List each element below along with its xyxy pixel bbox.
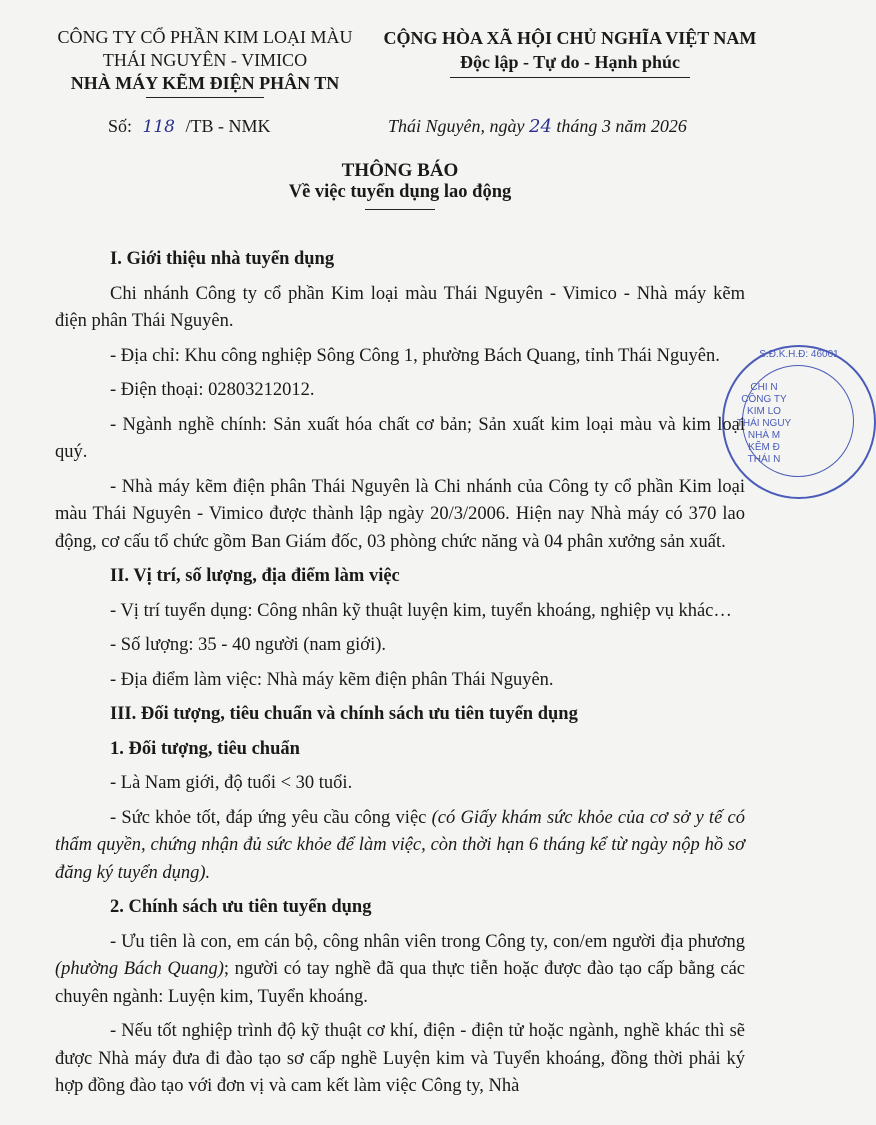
section-2-heading: II. Vị trí, số lượng, địa điểm làm việc bbox=[110, 566, 400, 586]
stamp-rim-text: S.Đ.K.H.Đ: 46001 bbox=[759, 349, 839, 360]
organization-header bbox=[40, 26, 370, 98]
national-header bbox=[360, 26, 780, 78]
section-3-2-training: - Nếu tốt nghiệp trình độ kỹ thuật cơ khí, điện - điện tử hoặc ngành, nghề khác thì sẽ được Nhà máy đưa đi đào tạo sơ cấp nghề Luyện kim và Tuyển khoáng, đồng thời phải ký hợp đồng đào tạo với đơn vị và cam kết làm việc Công ty, Nhà bbox=[55, 1021, 745, 1096]
section-3-1-gender-age: - Là Nam giới, độ tuổi < 30 tuổi. bbox=[110, 773, 353, 793]
doc-number-handwritten: 118 bbox=[142, 117, 175, 137]
section-1-heading: I. Giới thiệu nhà tuyển dụng bbox=[110, 249, 335, 269]
stamp-center-text: CHI N CÔNG TY KIM LO THÁI NGUY NHÀ M KẼM Đ THÁI N bbox=[736, 382, 792, 465]
subtitle-underline bbox=[365, 209, 435, 210]
section-1-phone: - Điện thoại: 02803212012. bbox=[110, 380, 315, 400]
section-1-description: - Nhà máy kẽm điện phân Thái Nguyên là Chi nhánh của Công ty cổ phần Kim loại màu Thái Nguyên - Vimico được thành lập ngày 20/3/2006. Hiện nay Nhà máy có 370 lao động, cơ cấu tổ chức gồm Ban Giám đốc, 03 phòng chức năng và 04 phân xưởng sản xuất. bbox=[55, 476, 745, 552]
document-subtitle-block bbox=[0, 182, 800, 210]
national-title: CỘNG HÒA XÃ HỘI CHỦ NGHĨA VIỆT NAM bbox=[383, 28, 757, 48]
section-3-heading: III. Đối tượng, tiêu chuẩn và chính sách ưu tiên tuyển dụng bbox=[110, 704, 578, 724]
header-underline-right bbox=[450, 77, 690, 78]
health-note: (có Giấy khám sức khỏe của cơ sở y tế có thẩm quyền, chứng nhận đủ sức khỏe để làm việc, còn thời hạn 6 tháng kể từ ngày nộp hồ sơ đăng ký tuyển dụng). bbox=[55, 807, 745, 883]
doc-number-label: Số: bbox=[108, 116, 133, 136]
company-seal-stamp bbox=[722, 345, 876, 499]
priority-text-ward: (phường Bách Quang) bbox=[55, 959, 224, 979]
document-title: THÔNG BÁO bbox=[341, 160, 459, 181]
doc-number-suffix: /TB - NMK bbox=[185, 116, 271, 136]
section-2-quantity: - Số lượng: 35 - 40 người (nam giới). bbox=[110, 635, 387, 655]
company-name: CÔNG TY CỔ PHẦN KIM LOẠI MÀU bbox=[57, 27, 353, 47]
document-date bbox=[388, 116, 687, 137]
section-3-2-heading: 2. Chính sách ưu tiên tuyển dụng bbox=[110, 897, 372, 917]
priority-text-a: - Ưu tiên là con, em cán bộ, công nhân viên trong Công ty, con/em người địa phương bbox=[110, 931, 745, 952]
section-3-1-health bbox=[55, 805, 745, 888]
document-number bbox=[108, 116, 270, 137]
health-text: - Sức khỏe tốt, đáp ứng yêu cầu công việc bbox=[110, 807, 432, 828]
date-prefix: Thái Nguyên, ngày bbox=[388, 116, 525, 136]
priority-text-c: ; người có tay nghề đã qua thực tiễn hoặc được đào tạo cấp bằng các chuyên ngành: Luyện kim, Tuyển khoáng. bbox=[55, 959, 745, 1007]
date-suffix: tháng 3 năm 2026 bbox=[556, 116, 687, 136]
section-1-address: - Địa chỉ: Khu công nghiệp Sông Công 1, phường Bách Quang, tỉnh Thái Nguyên. bbox=[110, 345, 720, 366]
national-motto: Độc lập - Tự do - Hạnh phúc bbox=[459, 52, 681, 72]
section-3-2-priority bbox=[55, 929, 745, 1012]
header-underline-left bbox=[146, 97, 264, 98]
date-day-handwritten: 24 bbox=[529, 116, 552, 137]
document-subtitle: Về việc tuyển dụng lao động bbox=[288, 182, 512, 202]
section-3-1-heading: 1. Đối tượng, tiêu chuẩn bbox=[110, 738, 300, 759]
company-name-sub: THÁI NGUYÊN - VIMICO bbox=[102, 50, 308, 70]
document-body bbox=[55, 246, 745, 1108]
section-1-intro: Chi nhánh Công ty cổ phần Kim loại màu Thái Nguyên - Vimico - Nhà máy kẽm điện phân Thái Nguyên. bbox=[55, 283, 745, 331]
factory-name: NHÀ MÁY KẼM ĐIỆN PHÂN TN bbox=[70, 73, 340, 93]
section-2-location: - Địa điểm làm việc: Nhà máy kẽm điện phân Thái Nguyên. bbox=[110, 669, 554, 690]
section-2-position: - Vị trí tuyển dụng: Công nhân kỹ thuật luyện kim, tuyển khoáng, nghiệp vụ khác… bbox=[110, 600, 732, 621]
section-1-industry: - Ngành nghề chính: Sản xuất hóa chất cơ bản; Sản xuất kim loại màu và kim loại quý. bbox=[55, 414, 745, 462]
